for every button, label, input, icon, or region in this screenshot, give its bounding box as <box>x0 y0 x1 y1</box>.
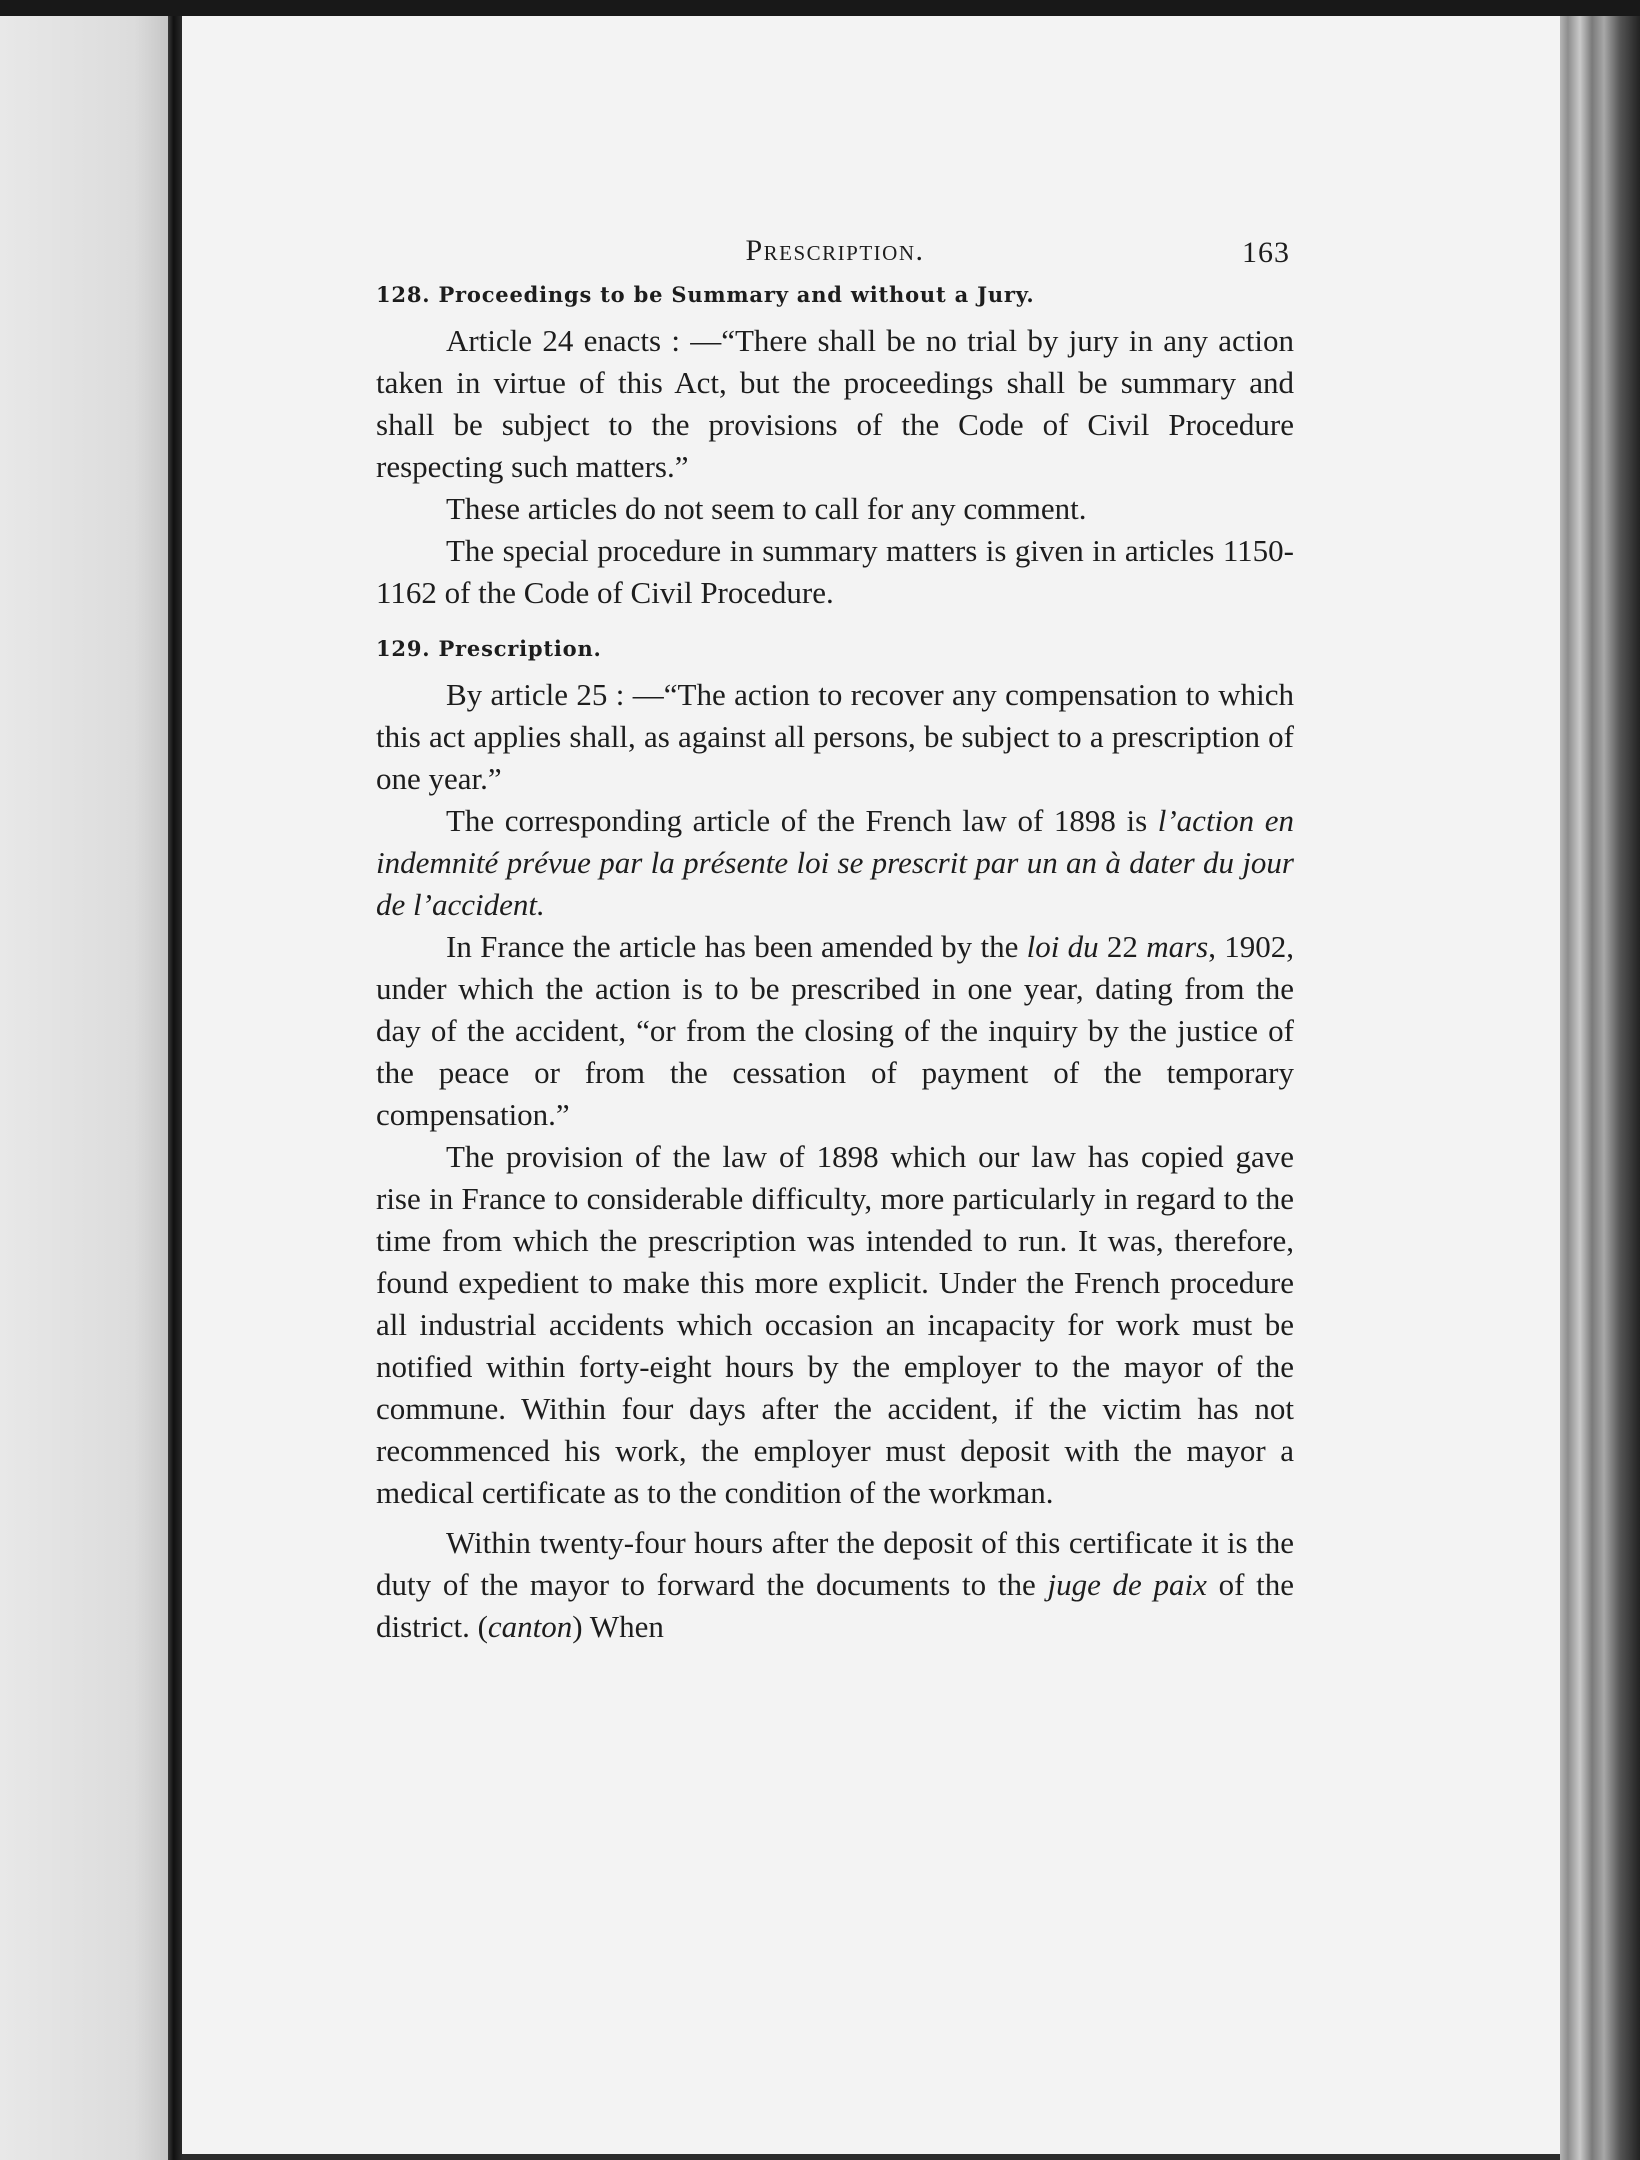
italic-phrase: mars <box>1146 929 1209 964</box>
italic-phrase: loi du <box>1026 929 1099 964</box>
text-span: The corresponding article of the French law of 1898 is <box>446 803 1158 838</box>
paragraph: By article 25 : —“The action to recover any compensation to which this act applies shall, as against all persons, be subject to a prescription of one year.” <box>376 677 1294 796</box>
scan-bottom-border <box>182 2154 1560 2160</box>
page-text <box>376 226 1294 1648</box>
paragraph: These articles do not seem to call for any comment. <box>446 491 1087 526</box>
paragraph-amendment <box>376 926 1294 1136</box>
page-number: 163 <box>1242 236 1290 269</box>
text-span: of the district. ( <box>376 1567 1294 1644</box>
italic-phrase: canton <box>487 1609 573 1644</box>
running-head <box>376 226 1294 278</box>
scan-top-border <box>0 0 1640 16</box>
paragraph-juge-de-paix <box>376 1522 1294 1648</box>
text-span: , 1902, under which the action is to be prescribed in one year, dating from the day of the accident, “or from the closing of the inquiry by the justice of the peace or from the cessation of payment of the temporary compensation.” <box>376 929 1294 1132</box>
text-span: In France the article has been amended by the <box>446 929 1027 964</box>
section-heading-128: 128. Proceedings to be Summary and without a Jury. <box>376 282 1035 307</box>
paragraph: Article 24 enacts : —“There shall be no trial by jury in any action taken in virtue of this Act, but the proceedings shall be summary and shall be subject to the provisions of the Code of Civil Procedure respecting such matters.” <box>376 323 1294 484</box>
book-gutter <box>168 16 182 2160</box>
page-stack-edge <box>1560 16 1640 2160</box>
text-span: ) When <box>572 1609 664 1644</box>
italic-phrase: juge de paix <box>1047 1567 1207 1602</box>
text-span: 22 <box>1098 929 1147 964</box>
paragraph: The special procedure in summary matters is given in articles 1150-1162 of the Code of Civil Procedure. <box>376 533 1294 610</box>
paragraph-french-law <box>376 800 1294 926</box>
french-quotation: l’action en indemnité prévue par la présente loi se prescrit par un an à dater du jour de l’accident. <box>376 803 1295 922</box>
paragraph: The provision of the law of 1898 which our law has copied gave rise in France to considerable difficulty, more particularly in regard to the time from which the prescription was intended to run. It was, therefore, found expedient to make this more explicit. Under the French procedure all industrial accidents which occasion an incapacity for work must be notified within forty-eight hours by the employer to the mayor of the commune. Within four days after the accident, if the victim has not recommenced his work, the employer must deposit with the mayor a medical certificate as to the condition of the workman. <box>376 1139 1294 1510</box>
text-span: Within twenty-four hours after the deposit of this certificate it is the duty of the mayor to forward the documents to the <box>376 1525 1294 1602</box>
running-title: Prescription. <box>745 234 925 267</box>
section-heading-129: 129. Prescription. <box>376 636 602 661</box>
facing-page-edge <box>0 16 168 2160</box>
